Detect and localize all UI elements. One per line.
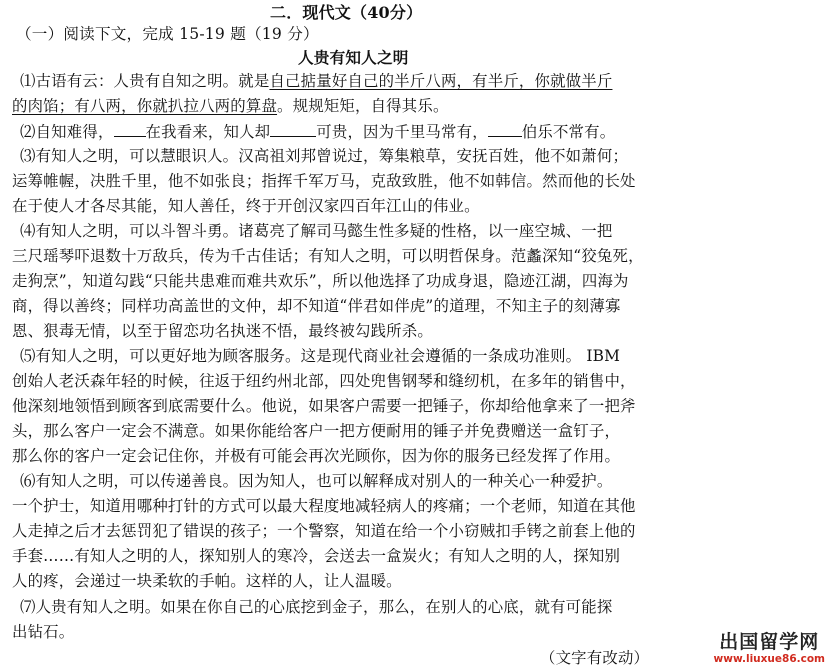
paragraph-1-line-1	[20, 71, 612, 91]
paragraph-4-line-1: ⑷有知人之明，可以斗智斗勇。诸葛亮了解司马懿生性多疑的性格，以一座空城、一把	[20, 222, 613, 240]
p1-underlined-1: 自己掂量好自己的半斤八两，有半斤，你就做半斤	[269, 72, 613, 90]
p1-underlined-2: 的肉馅；有八两，你就扒拉八两的算盘	[12, 97, 278, 115]
paragraph-5-line-4: 头，那么客户一定会不满意。如果你能给客户一把方便耐用的锤子并免费赠送一盒钉子，	[12, 422, 621, 440]
paragraph-6-line-3: 人走掉之后才去惩罚犯了错误的孩子；一个警察，知道在给一个小窃贼扣手铐之前套上他的	[12, 522, 636, 540]
paragraph-5-line-2: 创始人老沃森年轻的时候，往返于纽约州北部，四处兜售钢琴和缝纫机，在多年的销售中，	[12, 372, 636, 390]
paragraph-6-line-5: 人的疼，会递过一块柔软的手帕。这样的人，让人温暖。	[12, 572, 402, 590]
paragraph-5-line-5: 那么你的客户一定会记住你，并极有可能会再次光顾你，因为你的服务已经发挥了作用。	[12, 447, 621, 465]
question-intro: （一）阅读下文，完成 15-19 题（19 分）	[16, 25, 319, 43]
paragraph-6-line-1: ⑹有知人之明，可以传递善良。因为知人，也可以解释成对别人的一种关心一种爱护。	[20, 472, 613, 490]
site-watermark	[714, 631, 825, 665]
p2-part-c: 可贵，因为千里马常有，	[316, 123, 488, 141]
article-title: 人贵有知人之明	[298, 48, 409, 67]
paragraph-7-line-1: ⑺人贵有知人之明。如果在你自己的心底挖到金子，那么，在别人的心底，就有可能探	[20, 598, 613, 616]
paragraph-6-line-2: 一个护士，知道用哪种打针的方式可以最大程度地减轻病人的疼痛；一个老师，知道在其他	[12, 497, 636, 515]
fill-blank-1[interactable]	[114, 121, 146, 137]
p1-prefix: ⑴古语有云：人贵有自知之明。就是	[20, 72, 270, 90]
paragraph-3-line-1: ⑶有知人之明，可以慧眼识人。汉高祖刘邦曾说过，筹集粮草，安抚百姓，他不如萧何；	[20, 147, 629, 165]
p2-part-a: ⑵自知难得，	[20, 123, 114, 141]
paragraph-6-line-4: 手套……有知人之明的人，探知别人的寒冷，会送去一盒炭火；有知人之明的人，探知别	[12, 547, 621, 565]
paragraph-4-line-3: 走狗烹”，知道勾践“只能共患难而难共欢乐”，所以他选择了功成身退，隐迹江湖，四海为	[12, 272, 629, 290]
paragraph-4-line-2: 三尺瑶琴吓退数十万敌兵，传为千古佳话；有知人之明，可以明哲保身。范蠡深知“狡兔死，	[12, 247, 644, 265]
watermark-url: www.liuxue86.com	[713, 653, 825, 665]
paragraph-3-line-2: 运筹帷幄，决胜千里，他不如张良；指挥千军万马，克敌致胜，他不如韩信。然而他的长处	[12, 172, 636, 190]
p1-suffix: 。规规矩矩，自得其乐。	[277, 97, 449, 115]
paragraph-1-line-2	[12, 96, 449, 116]
paragraph-5-line-3: 他深刻地领悟到顾客到底需要什么。他说，如果客户需要一把锤子，你却给他拿来了一把斧	[12, 397, 636, 415]
watermark-title: 出国留学网	[719, 631, 820, 653]
source-note: （文字有改动）	[540, 649, 650, 667]
p2-part-d: 伯乐不常有。	[521, 123, 616, 141]
p2-part-b: 在我看来，知人却	[145, 123, 271, 141]
paragraph-3-line-3: 在于使人才各尽其能，知人善任，终于开创汉家四百年江山的伟业。	[12, 197, 480, 215]
paragraph-7-line-2: 出钻石。	[12, 623, 75, 641]
fill-blank-3[interactable]	[488, 121, 522, 137]
paragraph-5-line-1: ⑸有知人之明，可以更好地为顾客服务。这是现代商业社会遵循的一条成功准则。 IBM	[20, 347, 621, 365]
paragraph-4-line-4: 商，得以善终；同样功高盖世的文仲，却不知道“伴君如伴虎”的道理，不知主子的刻薄寡	[12, 297, 621, 315]
paragraph-2	[20, 121, 615, 142]
section-title: 二．现代文（40分）	[270, 3, 423, 22]
paragraph-4-line-5: 恩、狠毒无情，以至于留恋功名执迷不悟，最终被勾践所杀。	[12, 322, 433, 340]
fill-blank-2[interactable]	[270, 121, 316, 137]
